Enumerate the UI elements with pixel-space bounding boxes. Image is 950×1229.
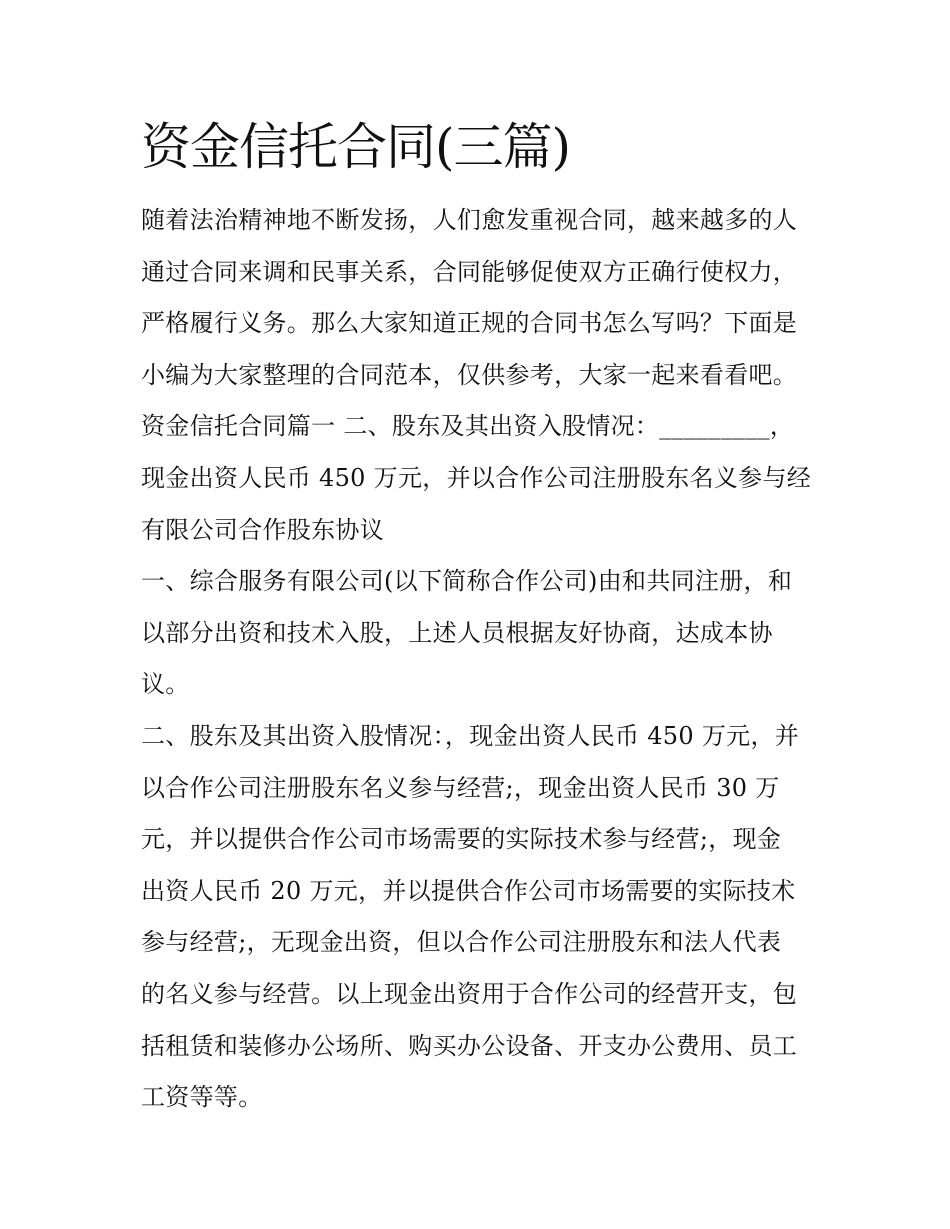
text-line: 议。	[141, 670, 190, 699]
text-line: 以部分出资和技术入股，上述人员根据友好协商，达成本协	[141, 618, 773, 647]
text-line: 一、综合服务有限公司(以下简称合作公司)由和共同注册，和	[141, 567, 793, 596]
text-line: 严格履行义务。那么大家知道正规的合同书怎么写吗？下面是	[141, 309, 798, 338]
text-line: 二、股东及其出资入股情况：，现金出资人民币 450 万元，并	[141, 721, 800, 750]
document-title: 资金信托合同(三篇)	[141, 118, 571, 176]
text-line: 以合作公司注册股东名义参与经营;，现金出资人民币 30 万	[141, 773, 780, 802]
text-line: 有限公司合作股东协议	[141, 515, 384, 544]
text-line: 元，并以提供合作公司市场需要的实际技术参与经营;，现金	[141, 825, 782, 854]
text-line: 出资人民币 20 万元，并以提供合作公司市场需要的实际技术	[141, 876, 796, 905]
text-line: 资金信托合同篇一 二、股东及其出资入股情况：_________，	[141, 412, 795, 441]
text-line: 参与经营;，无现金出资，但以合作公司注册股东和法人代表	[141, 928, 782, 957]
text-line: 工资等等。	[141, 1083, 263, 1112]
text-line: 随着法治精神地不断发扬，人们愈发重视合同，越来越多的人	[141, 206, 798, 234]
text-line: 的名义参与经营。以上现金出资用于合作公司的经营开支，包	[141, 979, 798, 1008]
text-line: 通过合同来调和民事关系，合同能够促使双方正确行使权力，	[141, 257, 798, 286]
text-line: 小编为大家整理的合同范本，仅供参考，大家一起来看看吧。	[141, 360, 798, 389]
document-body	[141, 195, 821, 1124]
text-line: 现金出资人民币 450 万元，并以合作公司注册股东名义参与经	[141, 463, 812, 492]
text-line: 括租赁和装修办公场所、购买办公设备、开支办公费用、员工	[141, 1031, 798, 1060]
